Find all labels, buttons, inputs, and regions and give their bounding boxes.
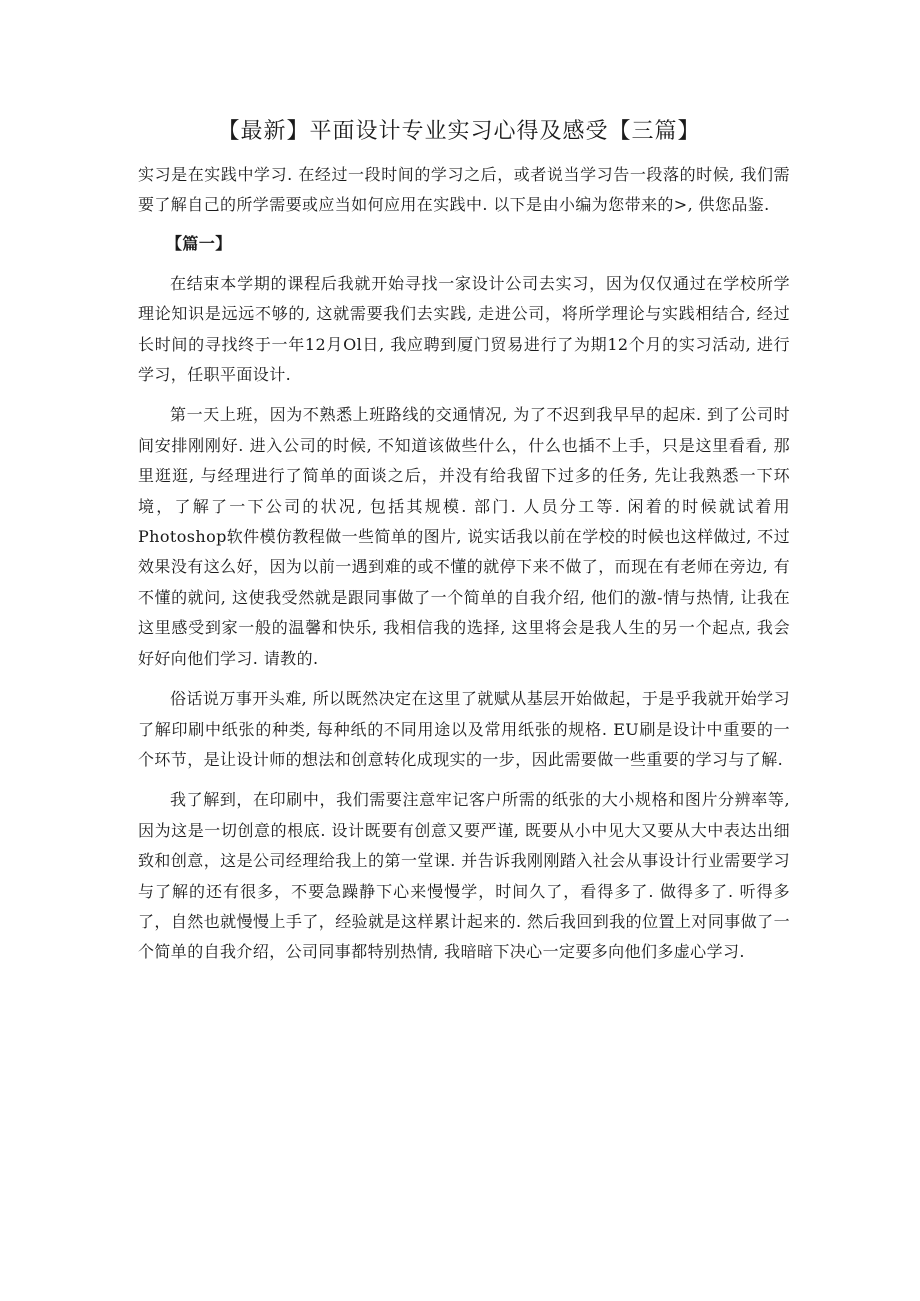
body-paragraph-3: 俗话说万事开头难, 所以既然决定在这里了就赋从基层开始做起，于是乎我就开始学习了解印刷中纸张的种类, 每种纸的不同用途以及常用纸张的规格. EU刷是设计中重要的一个环节，是让设计师的想法和创意转化成现实的一步，因此需要做一些重要的学习与了解. (138, 689, 790, 769)
document-title: 【最新】平面设计专业实习心得及感受【三篇】 (217, 119, 701, 144)
document-page (138, 112, 790, 978)
body-paragraph-2: 第一天上班，因为不熟悉上班路线的交通情况, 为了不迟到我早早的起床. 到了公司时间安排刚刚好. 进入公司的时候, 不知道该做些什么，什么也插不上手，只是这里看看, 那里逛逛, 与经理进行了简单的面谈之后，并没有给我留下过多的任务, 先让我熟悉一下环境，了解了一下公司的状况, 包括其规模. 部门. 人员分工等. 闲着的时候就试着用Photoshop软件模仿教程做一些简单的图片, 说实话我以前在学校的时候也这样做过, 不过效果没有这么好，因为以前一遇到难的或不懂的就停下来不做了，而现在有老师在旁边, 有不懂的就问, 这使我受然就是跟同事做了一个简单的自我介绍, 他们的激-情与热情, 让我在这里感受到家一般的温馨和快乐, 我相信我的选择, 这里将会是我人生的另一个起点, 我会好好向他们学习. 请教的. (138, 405, 790, 668)
body-paragraph-1: 在结束本学期的课程后我就开始寻找一家设计公司去实习，因为仅仅通过在学校所学理论知识是远远不够的, 这就需要我们去实践, 走进公司，将所学理论与实践相结合, 经过长时间的寻找终于一年12月Ol日, 我应聘到厦门贸易进行了为期12个月的实习活动, 进行学习，任职平面设计. (138, 273, 790, 385)
intro-paragraph: 实习是在实践中学习. 在经过一段时间的学习之后，或者说当学习告一段落的时候, 我们需要了解自己的所学需要或应当如何应用在实践中. 以下是由小编为您带来的>, 供您品鉴. (138, 165, 790, 215)
body-paragraph-4: 我了解到，在印刷中，我们需要注意牢记客户所需的纸张的大小规格和图片分辨率等, 因为这是一切创意的根底. 设计既要有创意又要严谨, 既要从小中见大又要从大中表达出细致和创意，这是公司经理给我上的第一堂课. 并告诉我刚刚踏入社会从事设计行业需要学习与了解的还有很多，不要急躁静下心来慢慢学，时间久了，看得多了. 做得多了. 听得多了，自然也就慢慢上手了，经验就是这样累计起来的. 然后我回到我的位置上对同事做了一个简单的自我介绍，公司同事都特别热情, 我暗暗下决心一定要多向他们多虚心学习. (138, 790, 790, 962)
section-heading: 【篇一】 (166, 233, 232, 253)
